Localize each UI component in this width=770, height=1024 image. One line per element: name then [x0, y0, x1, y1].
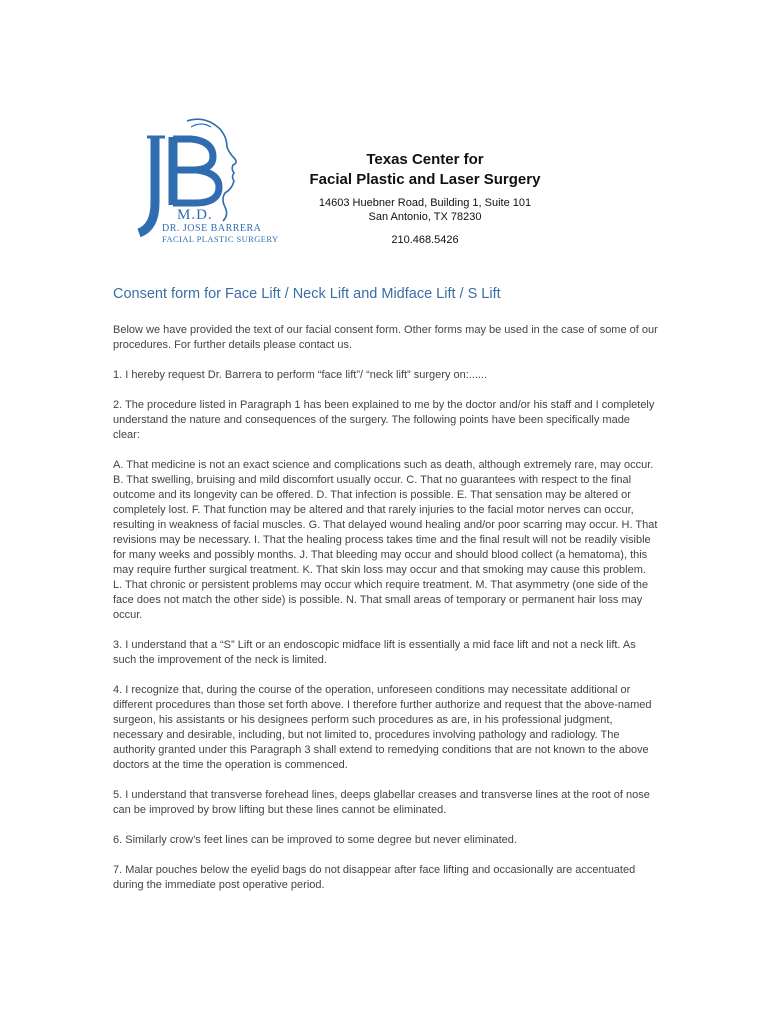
- clinic-address-line1: 14603 Huebner Road, Building 1, Suite 101: [318, 197, 532, 209]
- clause-5: 5. I understand that transverse forehead lines, deeps glabellar creases and transverse lines at the root of nose can be improved by brow lifting but these lines cannot be eliminated.: [113, 789, 650, 816]
- clinic-name-line2: Facial Plastic and Laser Surgery: [309, 171, 541, 188]
- clause-2: 2. The procedure listed in Paragraph 1 has been explained to me by the doctor and/or his staff and I completely understand the nature and consequences of the surgery. The following points have been specifically made clear:: [113, 399, 655, 441]
- clause-3: 3. I understand that a “S” Lift or an endoscopic midface lift is essentially a mid face lift and not a neck lift. As such the improvement of the neck is limited.: [113, 639, 636, 666]
- logo-doctor-name: DR. JOSE BARRERA: [162, 223, 262, 234]
- logo-credential: M.D.: [177, 207, 213, 223]
- page-title: Consent form for Face Lift / Neck Lift and Midface Lift / S Lift: [113, 286, 501, 302]
- practice-logo: [135, 115, 279, 255]
- clause-7: 7. Malar pouches below the eyelid bags do not disappear after face lifting and occasionally are accentuated during the immediate post operative period.: [113, 864, 636, 891]
- clinic-name-line1: Texas Center for: [366, 151, 484, 168]
- clause-1: 1. I hereby request Dr. Barrera to perform “face lift”/ “neck lift” surgery on:......: [113, 369, 488, 381]
- logo-specialty: FACIAL PLASTIC SURGERY: [162, 234, 279, 244]
- clinic-phone: 210.468.5426: [391, 234, 459, 246]
- intro-paragraph: Below we have provided the text of our facial consent form. Other forms may be used in the case of some of our procedures. For further details please contact us.: [113, 324, 658, 351]
- consent-text-body: [113, 323, 658, 908]
- clinic-header: [290, 150, 560, 247]
- clause-2-points: A. That medicine is not an exact science and complications such as death, although extremely rare, may occur. B. That swelling, bruising and mild discomfort usually occur. C. That no guarantees with respect to the final outcome and its longevity can be offered. D. That infection is possible. E. That sensation may be altered or completely lost. F. That function may be altered and that rarely injuries to the facial motor nerves can occur, resulting in weakness of facial muscles. G. That delayed wound healing and/or poor scarring may occur. H. That revisions may be necessary. I. That the healing process takes time and the final result will not be readily visible for many weeks and possibly months. J. That bleeding may occur and should blood collect (a hematoma), this may require further surgical treatment. K. That skin loss may occur and that smoking may cause this problem. L. That chronic or persistent problems may occur which require treatment. M. That asymmetry (one side of the face does not match the other side) is possible. N. That small areas of temporary or permanent hair loss may occur.: [113, 459, 658, 621]
- clause-4: 4. I recognize that, during the course of the operation, unforeseen conditions may necessitate additional or different procedures than those set forth above. I therefore further authorize and request that the above-named surgeon, his assistants or his designees perform such procedures as are, in his professional judgment, necessary and desirable, including, but not limited to, procedures involving pathology and radiology. The authority granted under this Paragraph 3 shall extend to remedying conditions that are not known to the above doctors at the time the operation is commenced.: [113, 684, 652, 771]
- clause-6: 6. Similarly crow’s feet lines can be improved to some degree but never eliminated.: [113, 834, 517, 846]
- clinic-address-line2: San Antonio, TX 78230: [368, 211, 482, 223]
